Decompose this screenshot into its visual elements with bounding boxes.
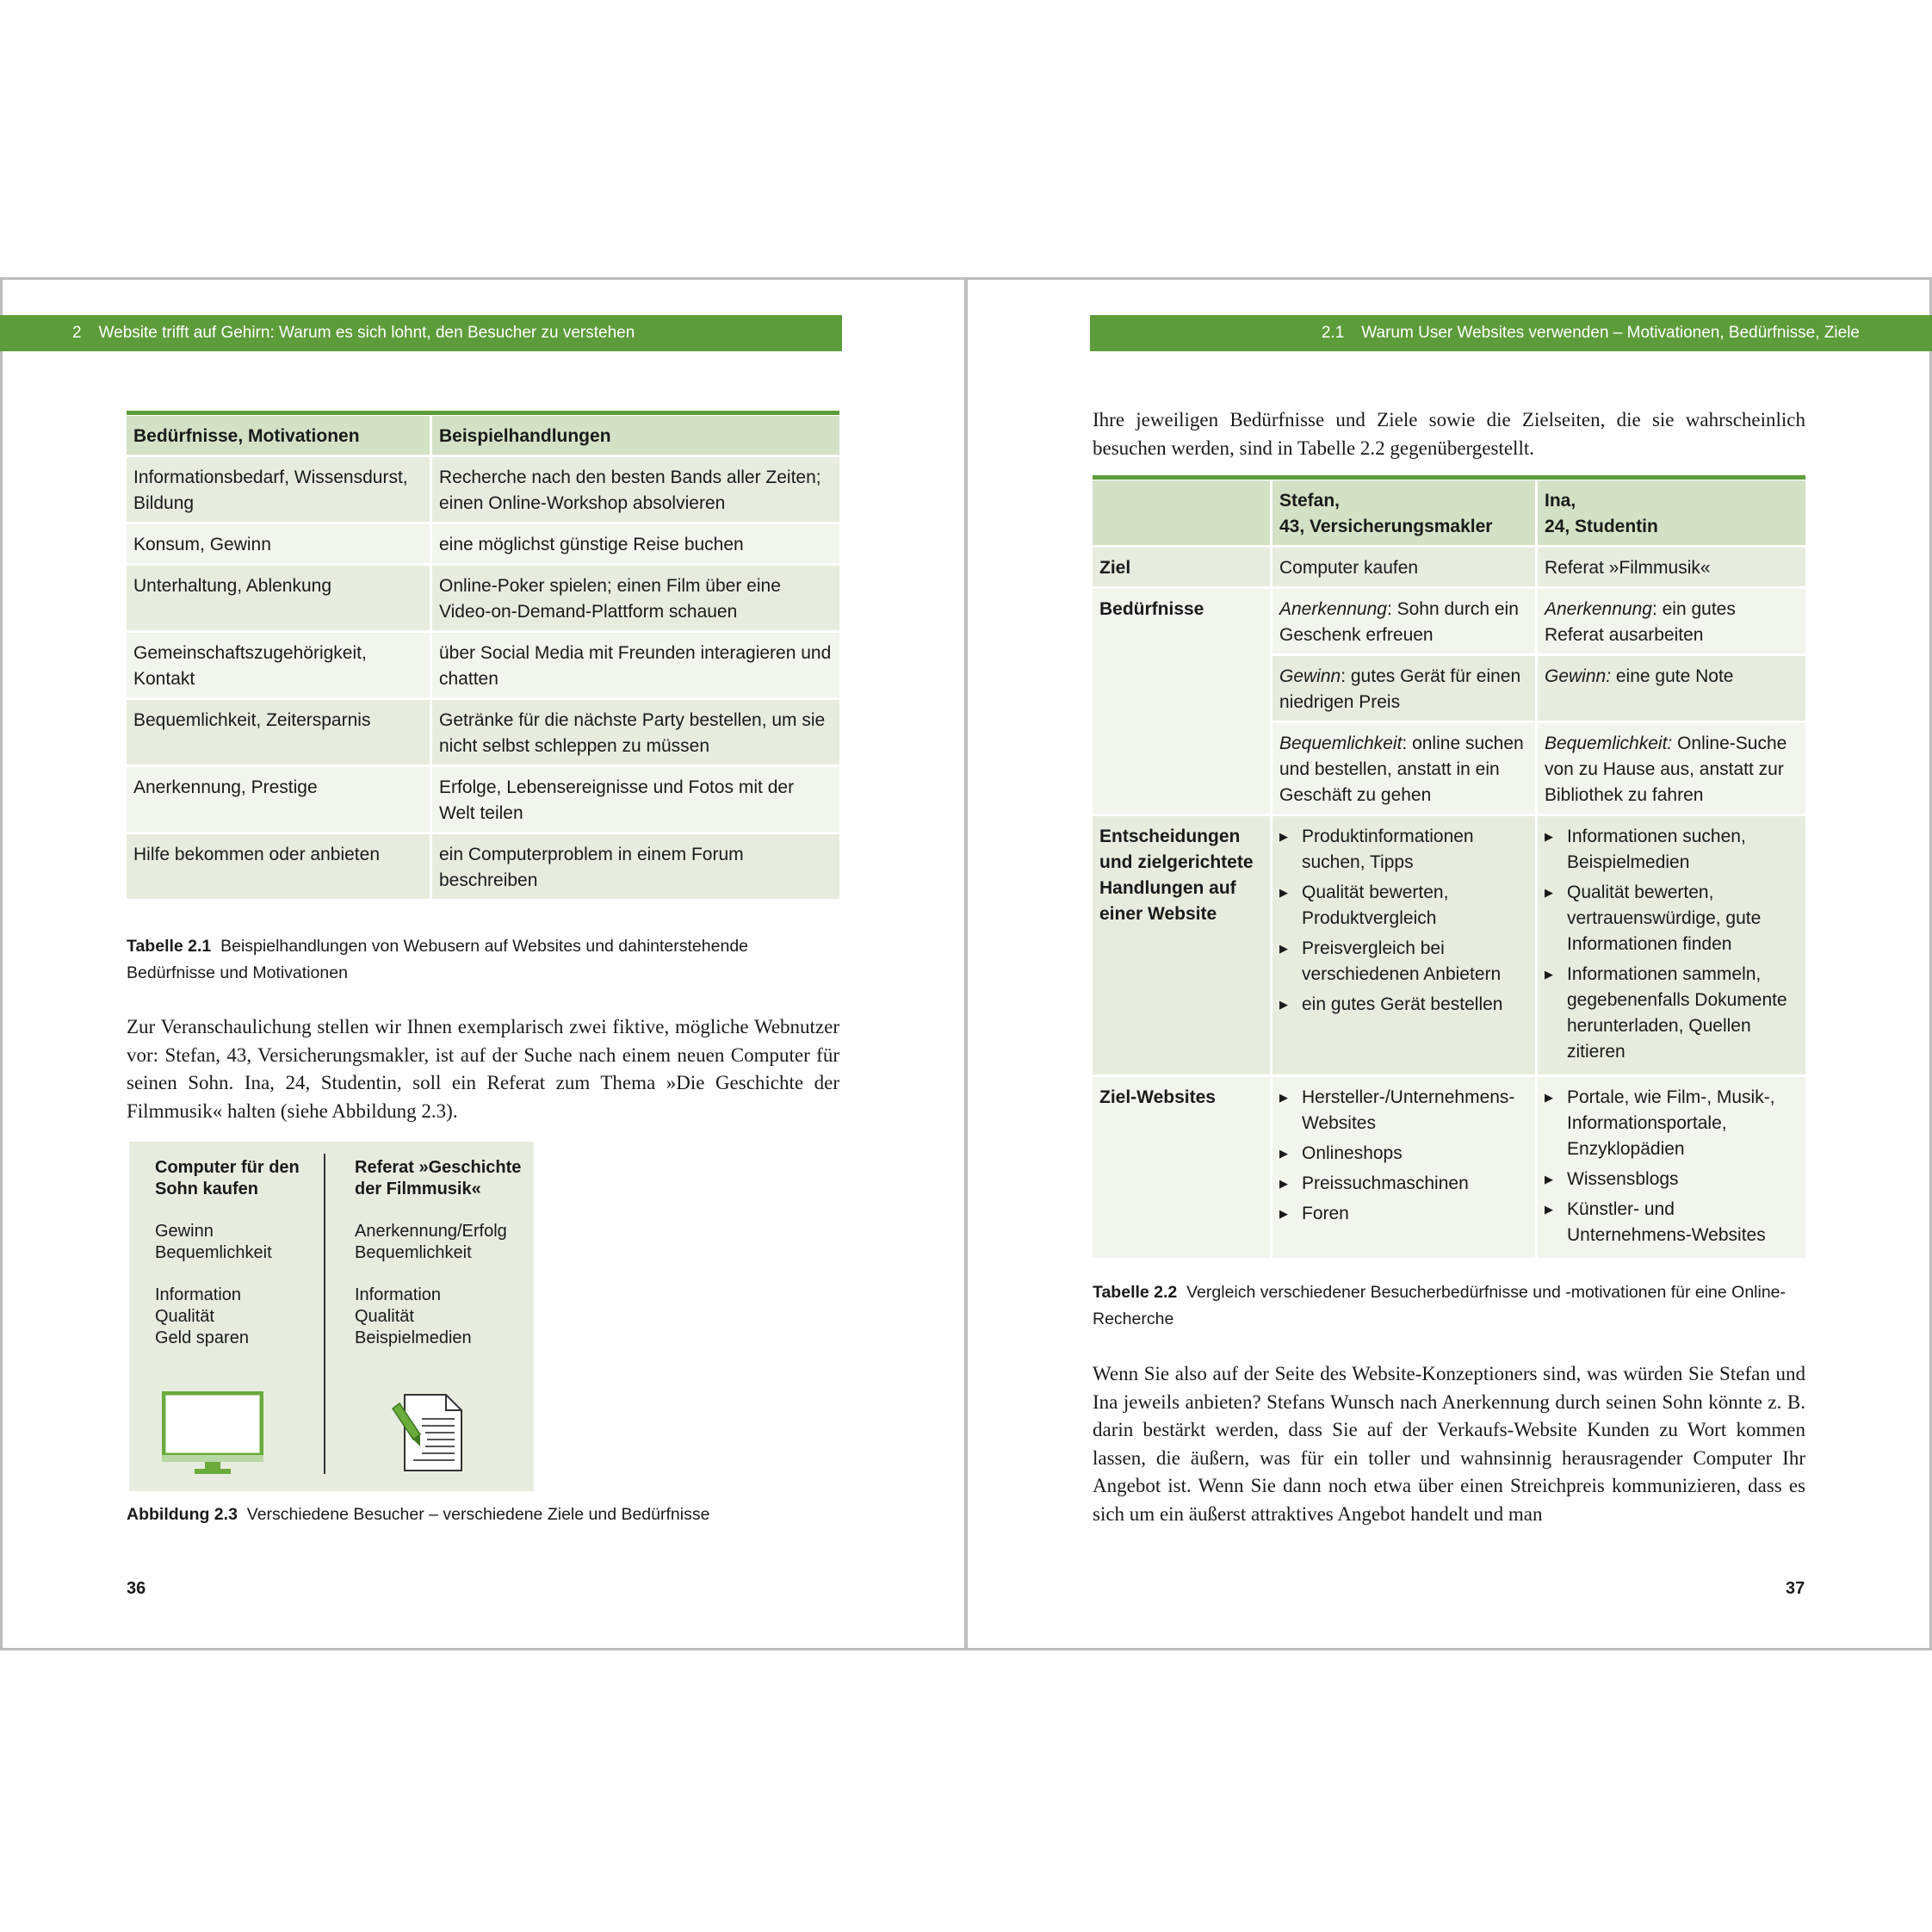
bullet-list [1545, 824, 1799, 1065]
section-title: Warum User Websites verwenden – Motivationen, Bedürfnisse, Ziele [1361, 324, 1860, 342]
table-cell [1538, 1077, 1805, 1258]
chapter-number: 2 [72, 324, 82, 342]
table-row [127, 700, 839, 765]
table-cell [1273, 1077, 1535, 1258]
term-text: : gutes Gerät für einen niedrigen Preis [1279, 666, 1521, 712]
list-item: ▶ Foren [1279, 1201, 1528, 1227]
table-cell [1538, 723, 1805, 814]
table-2-1 [124, 413, 842, 901]
term-text: : online suchen und bestellen, anstatt in ein Geschäft zu gehen [1279, 734, 1524, 805]
column-header: Beispielhandlungen [432, 416, 839, 455]
caption-label: Abbildung 2.3 [127, 1505, 238, 1524]
table-cell: Recherche nach den besten Bands aller Zeiten; einen Online-Workshop absolvieren [439, 468, 821, 513]
table-cell [1538, 589, 1805, 653]
list-item: ▶ Informationen sammeln, gegebenenfalls Dokumente herunterladen, Quellen zitieren [1545, 962, 1799, 1065]
term: Anerkennung [1545, 599, 1652, 619]
table-caption [127, 933, 839, 987]
caption-text: Verschiedene Besucher – verschiedene Ziele und Bedürfnisse [246, 1505, 710, 1524]
list-item: ▶ Qualität bewerten, vertrauenswürdige, gute Informationen finden [1545, 880, 1799, 957]
caption-label: Tabelle 2.1 [127, 937, 212, 956]
figure-needs [355, 1221, 527, 1264]
table-row [127, 633, 839, 697]
caption-label: Tabelle 2.2 [1093, 1283, 1178, 1302]
list-item: ▶ Informationen suchen, Beispielmedien [1545, 824, 1799, 876]
table-row-ziel [1093, 548, 1805, 586]
figure-text: Qualität [355, 1307, 414, 1326]
row-label: Bedürfnisse [1099, 599, 1204, 619]
figure-column-ina [355, 1157, 527, 1370]
document-pen-icon [387, 1393, 467, 1474]
figure-text: Qualität [155, 1307, 214, 1326]
list-item: ▶ Preissuchmaschinen [1279, 1171, 1528, 1197]
table-header-row [127, 416, 839, 455]
table-row [127, 457, 839, 522]
header-line: Ina, [1545, 491, 1576, 511]
table-cell: Computer kaufen [1279, 558, 1419, 578]
figure-column-title: Computer für den Sohn kaufen [155, 1158, 300, 1198]
row-label: Entscheidungen und zielgerichtete Handlungen auf einer Website [1099, 827, 1254, 924]
table-row-beduerfnisse [1093, 589, 1805, 653]
bullet-list [1279, 1085, 1528, 1227]
figure-aspects [155, 1285, 319, 1349]
list-item: ▶ Hersteller-/Unternehmens-Websites [1279, 1085, 1528, 1136]
table-header-row [1093, 480, 1805, 545]
figure-caption [127, 1502, 839, 1528]
table-cell: Bequemlichkeit, Zeitersparnis [133, 710, 371, 730]
list-item: ▶ Qualität bewerten, Produktvergleich [1279, 880, 1528, 932]
table-row [127, 834, 839, 899]
table-row [127, 566, 839, 630]
list-item: ▶ Portale, wie Film-, Musik-, Informationsportale, Enzyklopädien [1545, 1085, 1799, 1162]
table-cell [1273, 656, 1535, 721]
term-text: Online-Suche von zu Hause aus, anstatt zur Bibliothek zu fahren [1545, 734, 1787, 805]
table-2-2 [1090, 478, 1808, 1260]
term: Bequemlichkeit [1279, 734, 1403, 753]
column-header-empty [1093, 480, 1270, 545]
column-header [1273, 480, 1535, 545]
figure-text: Anerkennung/Erfolg [355, 1222, 507, 1241]
section-number: 2.1 [1321, 324, 1345, 342]
term-text: : ein gutes Referat ausarbeiten [1545, 599, 1736, 645]
intro-paragraph: Ihre jeweiligen Bedürfnisse und Ziele sowie die Zielseiten, die sie wahrscheinlich besuchen werden, sind in Tabelle 2.2 gegenübergestellt. [1093, 409, 1805, 459]
figure-divider [324, 1154, 325, 1474]
figure-needs [155, 1221, 319, 1264]
list-item: ▶ Onlineshops [1279, 1141, 1528, 1167]
column-header: Bedürfnisse, Motivationen [127, 416, 430, 455]
table-cell: eine möglichst günstige Reise buchen [439, 535, 744, 554]
list-item: ▶ Produktinformationen suchen, Tipps [1279, 824, 1528, 876]
figure-text: Bequemlichkeit [155, 1243, 272, 1262]
table-cell: Gemeinschaftszugehörigkeit, Kontakt [133, 643, 367, 689]
table-cell: Anerkennung, Prestige [133, 777, 318, 797]
table-row-websites [1093, 1077, 1805, 1258]
page-number-left: 36 [127, 1579, 146, 1598]
body-paragraph: Wenn Sie also auf der Seite des Website-Konzeptioners sind, was würden Sie Stefan und Ina jeweils anbieten? Stefans Wunsch nach Anerkennung durch seinen Sohn könnte z. B. darin bestärkt werden, dass Sie auf der Verkaufs-Website Kunden zu Wort kommen lassen, die äußern, was für ein toller und wahnsinnig herausragender Computer Ihr Angebot ist. Wenn Sie dann noch etwa über einen Streichpreis kommunizieren, dass es sich um ein äußerst attraktives Angebot handelt und man [1093, 1363, 1805, 1525]
figure-text: Bequemlichkeit [355, 1243, 472, 1262]
list-item: ▶ Wissensblogs [1545, 1167, 1799, 1192]
body-paragraph: Zur Veranschaulichung stellen wir Ihnen exemplarisch zwei fiktive, mögliche Webnutzer vor: Stefan, 43, Versicherungsmakler, ist auf der Suche nach einem neuen Computer für seinen Sohn. Ina, 24, Studentin, soll ein Referat zum Thema »Die Geschichte der Filmmusik« halten (siehe Abbildung 2.3). [127, 1016, 839, 1122]
header-line: Stefan, [1279, 491, 1341, 511]
figure-text: Beispielmedien [355, 1328, 472, 1347]
figure-column-stefan [155, 1157, 319, 1370]
figure-column-title: Referat »Geschichte der Filmmusik« [355, 1158, 522, 1198]
table-cell: Online-Poker spielen; einen Film über eine Video-on-Demand-Plattform schauen [439, 576, 781, 622]
table-cell [1538, 656, 1805, 721]
caption-text: Beispielhandlungen von Webusern auf Websites und dahinterstehende Bedürfnisse und Motivationen [127, 937, 749, 982]
term-text: eine gute Note [1611, 666, 1734, 686]
term: Bequemlichkeit: [1545, 734, 1673, 753]
monitor-icon [162, 1391, 263, 1477]
table-cell [1538, 816, 1805, 1074]
term: Gewinn: [1545, 666, 1612, 686]
table-row [127, 767, 839, 832]
caption-text: Vergleich verschiedener Besucherbedürfnisse und -motivationen für eine Online-Recherche [1093, 1283, 1786, 1328]
term: Gewinn [1279, 666, 1341, 686]
term-text: : Sohn durch ein Geschenk erfreuen [1279, 599, 1519, 645]
table-cell: Konsum, Gewinn [133, 535, 271, 554]
list-item: ▶ Künstler- und Unternehmens-Websites [1545, 1197, 1799, 1248]
table-cell: Hilfe bekommen oder anbieten [133, 845, 381, 864]
table-cell [1273, 816, 1535, 1074]
table-row-entscheidungen [1093, 816, 1805, 1074]
figure-aspects [355, 1285, 527, 1349]
table-cell: über Social Media mit Freunden interagieren und chatten [439, 643, 832, 689]
bullet-list [1279, 824, 1528, 1018]
running-header-right [1090, 315, 1932, 351]
table-cell: Informationsbedarf, Wissensdurst, Bildung [133, 468, 408, 513]
list-item: ▶ ein gutes Gerät bestellen [1279, 992, 1528, 1018]
table-cell: Unterhaltung, Ablenkung [133, 576, 332, 596]
table-cell: Referat »Filmmusik« [1545, 558, 1711, 578]
table-caption [1093, 1279, 1805, 1333]
figure-text: Geld sparen [155, 1328, 249, 1347]
list-item: ▶ Preisvergleich bei verschiedenen Anbietern [1279, 936, 1528, 988]
table-cell: Getränke für die nächste Party bestellen, um sie nicht selbst schleppen zu müssen [439, 710, 826, 756]
table-row [127, 524, 839, 563]
bullet-list [1545, 1085, 1799, 1248]
table-cell [1273, 589, 1535, 653]
table-cell [1273, 723, 1535, 814]
chapter-title: Website trifft auf Gehirn: Warum es sich lohnt, den Besucher zu verstehen [98, 324, 635, 342]
header-line: 24, Studentin [1545, 517, 1658, 536]
page-number-right: 37 [1786, 1579, 1805, 1598]
table-cell: ein Computerproblem in einem Forum beschreiben [439, 845, 744, 890]
figure-text: Information [155, 1285, 242, 1304]
header-line: 43, Versicherungsmakler [1279, 517, 1493, 536]
running-header-left [0, 315, 842, 351]
term: Anerkennung [1279, 599, 1387, 619]
column-header [1538, 480, 1805, 545]
row-label: Ziel [1099, 558, 1131, 578]
row-label: Ziel-Websites [1099, 1087, 1216, 1107]
figure-2-3 [129, 1142, 534, 1491]
figure-text: Information [355, 1285, 442, 1304]
table-cell: Erfolge, Lebensereignisse und Fotos mit der Welt teilen [439, 777, 795, 823]
figure-text: Gewinn [155, 1222, 214, 1241]
